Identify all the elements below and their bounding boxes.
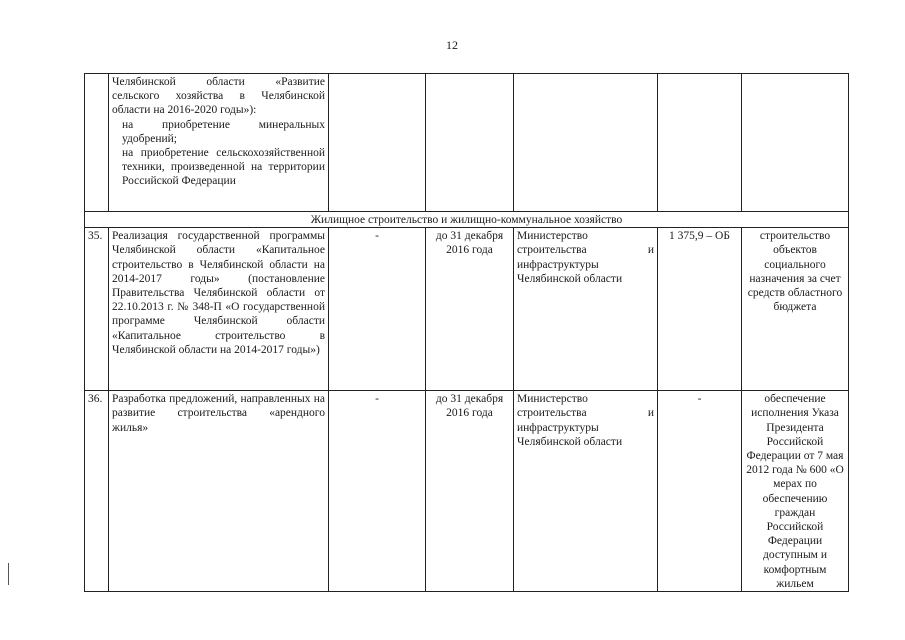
measure-line: на приобретение минеральных удобрений;	[122, 118, 325, 145]
section-row	[85, 212, 849, 228]
executor-cell	[514, 74, 658, 212]
row-number-cell: 36.	[85, 391, 109, 592]
result-cell	[742, 74, 849, 212]
measures-table	[84, 73, 849, 592]
table-row	[85, 228, 849, 391]
executor-cell: Министерство строительства и инфраструктуры Челябинской области	[514, 391, 658, 592]
measure-line: сельского хозяйства в Челябинской	[112, 90, 325, 103]
executor-cell: Министерство строительства и инфраструктуры Челябинской области	[514, 228, 658, 391]
measure-cell: Разработка предложений, направленных на развитие строительства «арендного жилья»	[109, 391, 329, 592]
result-cell: строительство объектов социального назначения за счет средств областного бюджета	[742, 228, 849, 391]
row-number-cell: 35.	[85, 228, 109, 391]
deadline-cell: до 31 декабря 2016 года	[426, 228, 514, 391]
funding-cell: -	[658, 391, 742, 592]
measure-line: на приобретение сельскохозяйственной техники, произведенной на территории Российской Федерации	[122, 147, 325, 188]
deadline-cell	[426, 74, 514, 212]
table-row-continuation	[85, 74, 849, 212]
indicator-cell: -	[329, 391, 426, 592]
measure-line: Челябинской области «Развитие	[112, 76, 325, 88]
deadline-cell: до 31 декабря 2016 года	[426, 391, 514, 592]
section-title: Жилищное строительство и жилищно-коммунальное хозяйство	[85, 212, 849, 228]
result-cell: обеспечение исполнения Указа Президента Российской Федерации от 7 мая 2012 года № 600 «О мерах по обеспечению граждан Российской Федерации доступным и комфортным жильем	[742, 391, 849, 592]
funding-cell: 1 375,9 – ОБ	[658, 228, 742, 391]
indicator-cell: -	[329, 228, 426, 391]
measure-line: области на 2016-2020 годы»):	[112, 104, 257, 117]
row-number-cell	[85, 74, 109, 212]
measure-cell: Реализация государственной программы Челябинской области «Капитальное строительство в Челябинской области на 2014-2017 годы» (постановление Правительства Челябинской области от 22.10.2013 г. № 348-П «О государственной программе Челябинской области «Капитальное строительство в Челябинской области на 2014-2017 годы»)	[109, 228, 329, 391]
margin-mark	[8, 563, 9, 585]
measure-cell	[109, 74, 329, 212]
page-number: 12	[446, 38, 458, 52]
indicator-cell	[329, 74, 426, 212]
funding-cell	[658, 74, 742, 212]
table-row	[85, 391, 849, 592]
